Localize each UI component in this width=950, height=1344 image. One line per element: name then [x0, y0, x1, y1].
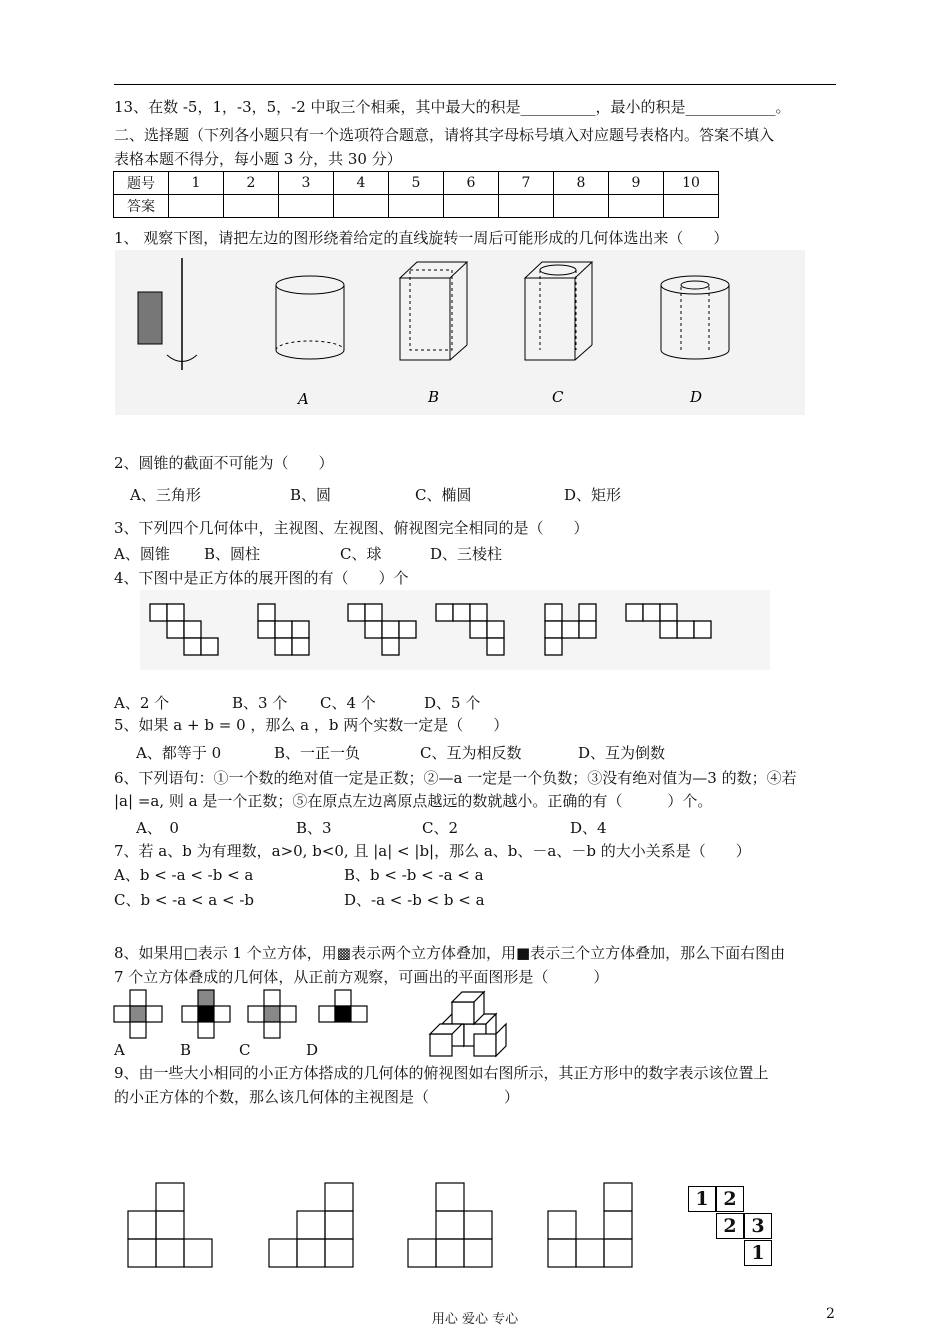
table-cell: 7 — [499, 172, 554, 195]
question-6: 6、下列语句：①一个数的绝对值一定是正数；②—a 一定是一个负数；③没有绝对值为—3 的数；④若 — [114, 769, 797, 787]
q5-option-d: D、互为倒数 — [578, 744, 666, 762]
header-rule — [114, 84, 836, 85]
grid-cell: 2 — [716, 1186, 744, 1212]
table-cell: 9 — [609, 172, 664, 195]
section-2-instructions: 二、选择题（下列各小题只有一个选项符合题意，请将其字母标号填入对应题号表格内。答案不填入 — [114, 126, 775, 144]
q2-option-d: D、矩形 — [564, 486, 622, 504]
answer-table — [113, 171, 719, 218]
label-d: D — [690, 388, 703, 406]
q8-label-b: B — [180, 1041, 192, 1059]
question-1: 1、 观察下图，请把左边的图形绕着给定的直线旋转一周后可能形成的几何体选出来（ ） — [114, 229, 729, 247]
q6-option-d: D、4 — [570, 819, 607, 837]
table-cell: 1 — [169, 172, 224, 195]
q8-label-a: A — [114, 1041, 125, 1059]
table-header-number: 题号 — [114, 172, 169, 195]
question-13: 13、在数 -5，1，-3，5，-2 中取三个相乘，其中最大的积是__________，最小的积是____________。 — [114, 98, 791, 116]
q5-option-b: B、一正一负 — [274, 744, 361, 762]
q6-option-b: B、3 — [296, 819, 332, 837]
page-number: 2 — [826, 1306, 835, 1322]
answer-cell[interactable] — [499, 195, 554, 218]
label-a: A — [298, 390, 309, 408]
answer-cell[interactable] — [554, 195, 609, 218]
q9-options-figure — [120, 1175, 650, 1270]
answer-cell[interactable] — [609, 195, 664, 218]
stacked-cubes — [430, 992, 506, 1056]
q6-option-c: C、2 — [422, 819, 459, 837]
q4-option-c: C、4 个 — [320, 694, 376, 712]
q4-option-a: A、2 个 — [114, 694, 170, 712]
answer-cell[interactable] — [389, 195, 444, 218]
page-footer: 用心 爱心 专心 — [431, 1312, 519, 1327]
q8-label-d: D — [306, 1041, 319, 1059]
q7-option-d: D、-a < -b < b < a — [344, 891, 485, 909]
label-b: B — [428, 388, 440, 406]
table-cell: 5 — [389, 172, 444, 195]
q4-nets-figure — [140, 590, 770, 670]
grid-cell: 1 — [688, 1186, 716, 1212]
table-cell: 4 — [334, 172, 389, 195]
table-cell: 3 — [279, 172, 334, 195]
label-c: C — [552, 388, 564, 406]
q3-option-b: B、圆柱 — [204, 545, 261, 563]
section-2-instructions-cont: 表格本题不得分，每小题 3 分，共 30 分） — [114, 150, 402, 168]
question-9-cont: 的小正方体的个数，那么该几何体的主视图是（ ） — [114, 1088, 520, 1106]
q2-option-c: C、椭圆 — [415, 486, 472, 504]
q3-option-a: A、圆锥 — [114, 545, 170, 563]
table-header-answer: 答案 — [114, 195, 169, 218]
question-2: 2、圆锥的截面不可能为（ ） — [114, 454, 334, 472]
q3-option-c: C、球 — [340, 545, 382, 563]
question-6-cont: |a| =a, 则 a 是一个正数；⑤在原点左边离原点越远的数就越小。正确的有（ ）个。 — [114, 792, 713, 810]
table-cell: 10 — [664, 172, 719, 195]
q7-option-c: C、b < -a < a < -b — [114, 891, 255, 909]
q7-option-a: A、b < -a < -b < a — [114, 866, 254, 884]
q8-label-c: C — [239, 1041, 251, 1059]
answer-cell[interactable] — [224, 195, 279, 218]
question-4: 4、下图中是正方体的展开图的有（ ）个 — [114, 569, 409, 587]
rectangle-shape — [138, 292, 162, 344]
question-7: 7、若 a、b 为有理数，a>0, b<0, 且 |a| < |b|，那么 a、b、－a、－b 的大小关系是（ ） — [114, 842, 751, 860]
table-cell: 8 — [554, 172, 609, 195]
q4-option-b: B、3 个 — [232, 694, 288, 712]
q1-figure — [115, 250, 805, 415]
q9-top-view-grid — [688, 1186, 778, 1270]
table-cell: 6 — [444, 172, 499, 195]
question-9: 9、由一些大小相同的小正方体搭成的几何体的俯视图如右图所示，其正方形中的数字表示该位置上 — [114, 1064, 769, 1082]
grid-cell: 1 — [744, 1240, 772, 1266]
question-8: 8、如果用□表示 1 个立方体，用▩表示两个立方体叠加，用■表示三个立方体叠加，那么下面右图由 — [114, 944, 786, 962]
answer-cell[interactable] — [334, 195, 389, 218]
q7-option-b: B、b < -b < -a < a — [344, 866, 484, 884]
grid-cell: 3 — [744, 1213, 772, 1239]
q6-option-a: A、 0 — [136, 819, 179, 837]
answer-cell[interactable] — [279, 195, 334, 218]
grid-cell: 2 — [716, 1213, 744, 1239]
answer-cell[interactable] — [444, 195, 499, 218]
q2-option-a: A、三角形 — [130, 486, 201, 504]
q5-option-c: C、互为相反数 — [420, 744, 522, 762]
question-8-cont: 7 个立方体叠成的几何体，从正前方观察，可画出的平面图形是（ ） — [114, 968, 609, 986]
question-5: 5、如果 a + b = 0 ，那么 a ，b 两个实数一定是（ ） — [114, 716, 509, 734]
table-cell: 2 — [224, 172, 279, 195]
answer-cell[interactable] — [664, 195, 719, 218]
q3-option-d: D、三棱柱 — [430, 545, 503, 563]
q2-option-b: B、圆 — [290, 486, 332, 504]
question-3: 3、下列四个几何体中，主视图、左视图、俯视图完全相同的是（ ） — [114, 519, 589, 537]
q4-option-d: D、5 个 — [424, 694, 481, 712]
answer-cell[interactable] — [169, 195, 224, 218]
q5-option-a: A、都等于 0 — [136, 744, 222, 762]
